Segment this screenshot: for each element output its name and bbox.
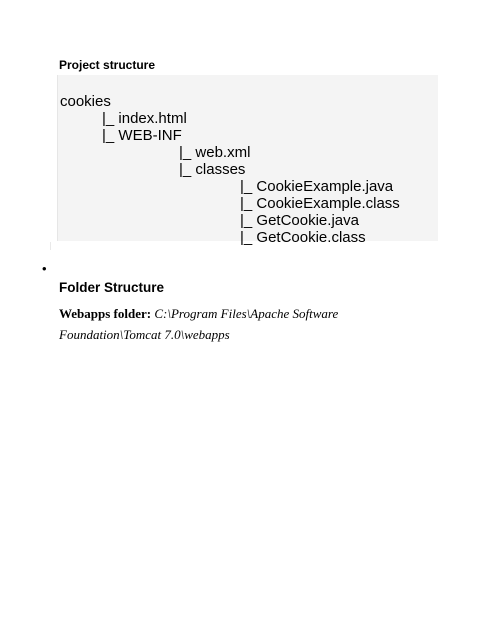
folder-structure-heading: Folder Structure <box>59 280 165 295</box>
tree-node-web-xml: |_ web.xml <box>179 144 251 161</box>
project-tree-code-block <box>57 75 438 246</box>
divider-mark <box>50 242 51 250</box>
project-structure-heading: Project structure <box>59 58 156 72</box>
tree-node-cookieexample-java: |_ CookieExample.java <box>240 178 394 195</box>
tree-node-index-html: |_ index.html <box>102 110 187 127</box>
webapps-folder-label: Webapps folder: <box>59 306 152 321</box>
webapps-folder-line-1 <box>59 306 338 322</box>
tree-node-cookies: cookies <box>60 93 111 110</box>
webapps-folder-line-2 <box>59 327 230 343</box>
tree-node-web-inf: |_ WEB-INF <box>102 127 182 144</box>
list-bullet: • <box>42 261 47 276</box>
tree-node-getcookie-class: |_ GetCookie.class <box>240 229 366 246</box>
tree-node-cookieexample-class: |_ CookieExample.class <box>240 195 400 212</box>
tree-node-classes: |_ classes <box>179 161 246 178</box>
webapps-folder-path-part-2: Foundation\Tomcat 7.0\webapps <box>59 327 230 342</box>
tree-node-getcookie-java: |_ GetCookie.java <box>240 212 359 229</box>
webapps-folder-path-part-1: C:\Program Files\Apache Software <box>154 306 339 321</box>
